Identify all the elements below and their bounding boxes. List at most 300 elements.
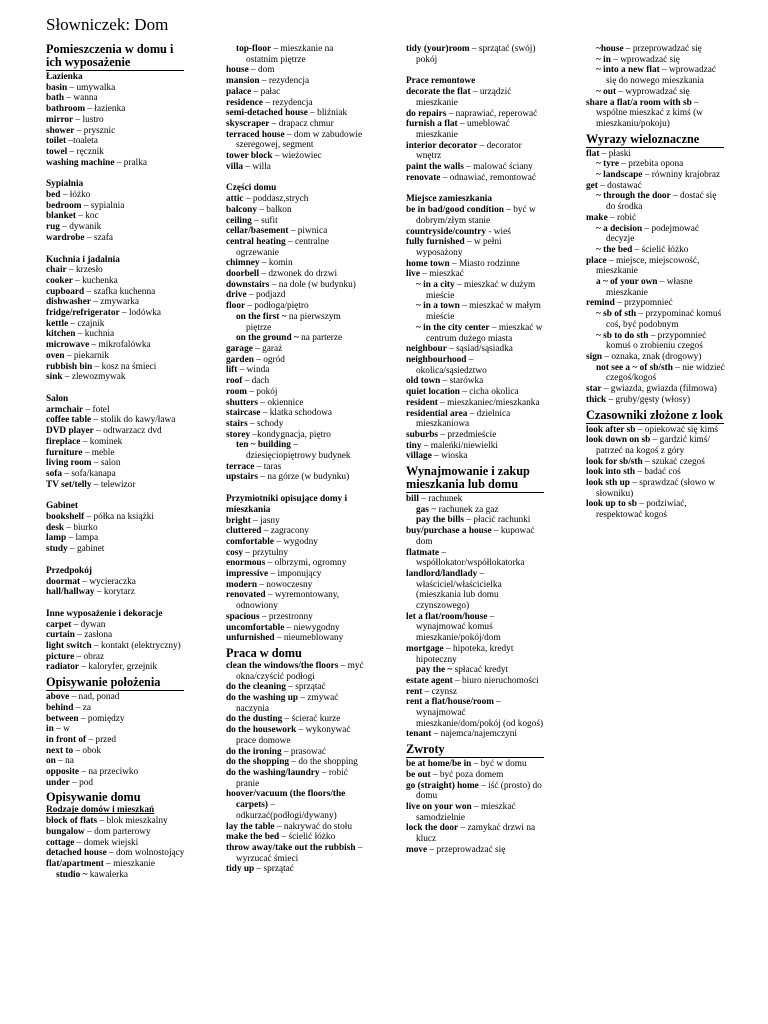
- vocab-definition: – półka na książki: [84, 512, 154, 523]
- vocab-definition: – wyremontowany, odnowiony: [236, 590, 340, 612]
- vocab-definition: – malować ściany: [463, 162, 533, 173]
- vocab-entry: [586, 213, 726, 224]
- vocab-definition: – szafa: [84, 232, 113, 243]
- vocab-entry: [226, 312, 366, 333]
- vocab-definition: – kominek: [80, 436, 123, 447]
- vocab-definition: – właściciel/właścicielka (mieszkania lub domu czynszowego): [416, 568, 502, 612]
- vocab-entry: [586, 55, 726, 66]
- vocab-definition: ~ rachunek za gaz: [428, 504, 499, 515]
- vocab-definition: – gruby/gęsty (włosy): [606, 394, 691, 405]
- vocab-definition: – centralne ogrzewanie: [236, 236, 330, 258]
- vocab-definition: – prysznic: [74, 125, 116, 136]
- vocab-definition: – pod: [69, 777, 94, 788]
- vocab-term: star: [586, 384, 602, 395]
- vocab-entry: [406, 162, 546, 173]
- vocab-definition: – odnawiać, remontować: [440, 172, 536, 183]
- vocab-entry: [226, 290, 366, 301]
- vocab-term: basin: [46, 82, 68, 93]
- vocab-term: curtain: [46, 630, 75, 641]
- vocab-entry: [226, 472, 366, 483]
- vocab-term: bill: [406, 494, 419, 505]
- vocab-definition: – dom parterowy: [84, 826, 151, 837]
- vocab-term: dishwasher: [46, 297, 91, 308]
- vocab-entry: [46, 692, 186, 703]
- vocab-definition: – najemca/najemczyni: [431, 729, 518, 740]
- vocab-term: desk: [46, 522, 65, 533]
- vocab-term: toilet: [46, 136, 67, 147]
- vocab-definition: – nowoczesny: [257, 579, 313, 590]
- vocab-term: tenant: [406, 729, 432, 740]
- vocab-term: interior decorator: [406, 140, 478, 151]
- vocab-term: washing machine: [46, 157, 115, 168]
- vocab-entry: [46, 714, 186, 725]
- vocab-definition: –toaleta: [66, 136, 98, 147]
- vocab-term: hoover/vacuum (the floors/the carpets): [226, 789, 346, 811]
- vocab-term: on the first ~: [236, 311, 287, 322]
- vocab-entry: [586, 478, 726, 499]
- vocab-term: microwave: [46, 340, 90, 351]
- vocab-term: get: [586, 180, 598, 191]
- vocab-entry: [226, 725, 366, 746]
- vocab-term: ~ tyre: [596, 159, 619, 170]
- vocab-entry: [406, 729, 546, 740]
- subsection-heading: Salon: [46, 393, 69, 404]
- vocab-term: a ~ of your own: [596, 277, 658, 288]
- vocab-definition: – być poza domem: [430, 769, 504, 780]
- vocab-entry: [226, 344, 366, 355]
- vocab-entry: [226, 119, 366, 130]
- vocab-entry: [406, 823, 546, 844]
- vocab-term: picture: [46, 651, 75, 662]
- column-1: [46, 40, 186, 880]
- vocab-definition: – fotel: [83, 404, 110, 415]
- vocab-definition: – schody: [247, 418, 284, 429]
- vocab-definition: – stolik do kawy/ława: [91, 415, 176, 426]
- subsection-heading: Łazienka: [46, 72, 83, 82]
- vocab-term: ~ out: [596, 86, 617, 97]
- vocab-entry: [46, 126, 186, 137]
- vocab-term: light switch: [46, 641, 92, 652]
- column-3: [406, 44, 546, 856]
- vocab-term: rubbish bin: [46, 361, 93, 372]
- vocab-term: rent: [406, 686, 423, 697]
- vocab-definition: – przytulny: [243, 547, 288, 558]
- vocab-definition: – pałac: [251, 86, 281, 97]
- vocab-term: fireplace: [46, 436, 81, 447]
- vocab-definition: – ścielić łóżko: [632, 244, 689, 255]
- vocab-entry: [226, 398, 366, 409]
- vocab-entry: [586, 170, 726, 181]
- vocab-entry: [586, 224, 726, 245]
- vocab-entry: [586, 363, 726, 384]
- vocab-entry: [406, 398, 546, 409]
- vocab-entry: [46, 778, 186, 789]
- vocab-term: residence: [226, 97, 264, 108]
- vocab-entry: [586, 65, 726, 86]
- vocab-entry: [226, 419, 366, 430]
- vocab-term: sign: [586, 351, 603, 362]
- vocab-term: landlord/landlady: [406, 568, 478, 579]
- vocab-entry: [46, 662, 186, 673]
- vocab-entry: [406, 109, 546, 120]
- vocab-definition: – umywalka: [67, 82, 116, 93]
- vocab-definition: – opiekować się kimś: [635, 424, 719, 435]
- vocab-term: rug: [46, 222, 60, 233]
- vocab-entry: [226, 747, 366, 758]
- vocab-entry: [46, 329, 186, 340]
- vocab-term: oven: [46, 350, 65, 361]
- vocab-definition: – mieszkaniec/mieszkanka: [437, 397, 540, 408]
- vocab-term: ~ in a town: [416, 301, 460, 312]
- vocab-entry: [46, 372, 186, 383]
- vocab-definition: – rezydencja: [263, 97, 313, 108]
- vocab-definition: – dach: [242, 376, 270, 387]
- vocab-definition: – przeprowadzać się: [623, 44, 702, 54]
- vocab-term: detached house: [46, 848, 107, 859]
- vocab-entry: [46, 746, 186, 757]
- vocab-definition: – poddasz,strych: [243, 194, 309, 205]
- vocab-definition: – klatka schodowa: [260, 408, 332, 419]
- vocab-entry: [586, 191, 726, 212]
- vocab-term: cluttered: [226, 526, 262, 537]
- vocab-definition: – willa: [243, 161, 271, 172]
- vocab-term: do the cleaning: [226, 682, 286, 693]
- vocab-entry: [46, 233, 186, 244]
- vocab-term: ten ~ building: [236, 440, 291, 451]
- vocab-entry: [226, 768, 366, 789]
- vocab-entry: [46, 703, 186, 714]
- vocab-entry: [46, 351, 186, 362]
- vocab-entry: [46, 724, 186, 735]
- vocab-term: ~ through the door: [596, 191, 671, 202]
- vocab-definition: – przestronny: [259, 611, 313, 622]
- vocab-term: mortgage: [406, 643, 444, 654]
- vocab-term: balcony: [226, 204, 257, 215]
- vocab-entry: [226, 130, 366, 151]
- vocab-definition: – biuro nieruchomości: [452, 675, 539, 686]
- vocab-definition: – wynajmować mieszkanie/dom/pokój (od kogoś): [416, 697, 544, 729]
- column-2: [226, 44, 366, 875]
- vocab-entry: [46, 83, 186, 94]
- vocab-term: opposite: [46, 767, 80, 778]
- vocab-entry: [586, 256, 726, 277]
- vocab-definition: – przed: [86, 734, 117, 745]
- vocab-entry: [226, 387, 366, 398]
- vocab-term: place: [586, 255, 607, 266]
- vocab-term: neighbourhood: [406, 354, 467, 365]
- vocab-term: do the shopping: [226, 757, 290, 768]
- vocab-term: old town: [406, 376, 441, 387]
- vocab-definition: – odtwarzacz dvd: [93, 426, 162, 437]
- vocab-definition: – garaż: [252, 343, 283, 354]
- vocab-entry: [226, 516, 366, 527]
- vocab-definition: – robić: [607, 212, 637, 223]
- vocab-definition: – niewygodny: [284, 622, 340, 633]
- vocab-entry: [46, 104, 186, 115]
- vocab-definition: – decorator wnętrz: [416, 140, 522, 162]
- vocab-entry: [406, 44, 546, 65]
- vocab-entry: [226, 623, 366, 634]
- vocab-term: ~house: [596, 44, 624, 54]
- vocab-definition: – nieumeblowany: [274, 633, 344, 644]
- vocab-entry: [226, 537, 366, 548]
- vocab-entry: [406, 548, 546, 569]
- vocab-entry: [586, 395, 726, 406]
- vocab-term: neighbour: [406, 344, 447, 355]
- vocab-entry: [46, 827, 186, 838]
- vocab-term: garage: [226, 343, 253, 354]
- vocab-term: flat: [586, 148, 600, 159]
- vocab-definition: – gwiazda, gwiazda (filmowa): [601, 384, 717, 395]
- vocab-definition: – taras: [254, 461, 282, 472]
- vocab-term: lock the door: [406, 823, 459, 834]
- vocab-definition: – ręcznik: [67, 146, 104, 157]
- section-heading: Wynajmowanie i zakup mieszkania lub domu: [406, 465, 544, 493]
- vocab-definition: – na górze (w budynku): [258, 472, 350, 483]
- vocab-entry: [46, 276, 186, 287]
- vocab-term: clean the windows/the floors: [226, 660, 339, 671]
- vocab-entry: [46, 190, 186, 201]
- vocab-term: carpet: [46, 619, 72, 630]
- vocab-definition: – wanna: [64, 93, 98, 104]
- vocab-entry: [226, 108, 366, 119]
- vocab-definition: – prasować: [281, 746, 327, 757]
- section-heading: Opisywanie położenia: [46, 676, 184, 691]
- vocab-entry: [226, 258, 366, 269]
- section-heading: Czasowniki złożone z look: [586, 407, 723, 422]
- vocab-term: buy/purchase a house: [406, 526, 492, 537]
- vocab-term: doorbell: [226, 269, 260, 280]
- vocab-definition: – wspólne mieszkać z kimś (w mieszkaniu/pokoju): [596, 97, 703, 129]
- vocab-entry: [226, 65, 366, 76]
- vocab-definition: – kuchenka: [72, 275, 118, 286]
- vocab-term: ceiling: [226, 215, 252, 226]
- vocab-term: bookshelf: [46, 512, 85, 523]
- vocab-term: sink: [46, 372, 63, 383]
- vocab-definition: – mieszkanie: [103, 859, 155, 869]
- vocab-term: unfurnished: [226, 633, 275, 644]
- vocab-entry: [406, 441, 546, 452]
- vocab-term: flatmate: [406, 547, 440, 558]
- vocab-entry: [46, 426, 186, 437]
- vocab-definition: – na przeciwko: [79, 767, 139, 778]
- vocab-entry: [226, 194, 366, 205]
- vocab-entry: [226, 237, 366, 258]
- vocab-definition: – przeprowadzać się: [427, 844, 506, 855]
- vocab-entry: [226, 376, 366, 387]
- vocab-term: impressive: [226, 569, 269, 580]
- vocab-term: look down on sb: [586, 435, 651, 446]
- vocab-definition: – być w dobrym/złym stanie: [416, 205, 536, 226]
- vocab-entry: [406, 119, 546, 140]
- vocab-term: spacious: [226, 611, 260, 622]
- vocab-term: kettle: [46, 318, 69, 329]
- vocab-definition: – dom wolnostojący: [106, 848, 185, 859]
- vocab-term: DVD player: [46, 426, 94, 437]
- vocab-term: living room: [46, 458, 92, 469]
- vocab-definition: – wieżowiec: [272, 151, 322, 162]
- vocab-term: attic: [226, 194, 244, 205]
- vocab-term: uncomfortable: [226, 622, 285, 633]
- vocab-entry: [586, 245, 726, 256]
- vocab-entry: [226, 430, 366, 441]
- vocab-definition: – nad, ponad: [69, 692, 120, 703]
- vocab-definition: – sąsiad/sąsiadka: [446, 344, 513, 355]
- vocab-definition: – szafka kuchenna: [84, 286, 156, 297]
- vocab-definition: – mieszkać samodzielnie: [416, 802, 516, 823]
- vocab-definition: – dzielnica mieszkaniowa: [416, 408, 511, 430]
- vocab-term: villa: [226, 161, 244, 172]
- vocab-term: tidy (your)room: [406, 44, 470, 54]
- vocab-definition: – mieszkać w dużym mieście: [426, 280, 536, 301]
- vocab-entry: [226, 440, 366, 461]
- vocab-term: do the dusting: [226, 714, 283, 725]
- section-heading: Wyrazy wieloznaczne: [586, 133, 724, 148]
- vocab-definition: – sprzątać (swój) pokój: [416, 44, 536, 65]
- vocab-entry: [406, 430, 546, 441]
- vocab-term: do the ironing: [226, 746, 282, 757]
- vocab-term: on: [46, 756, 56, 767]
- vocab-term: do repairs: [406, 108, 447, 119]
- vocab-term: rent a flat/house/room: [406, 697, 494, 708]
- vocab-definition: – krzesło: [66, 265, 103, 276]
- vocab-definition: – zamykać drzwi na klucz: [416, 823, 536, 845]
- vocab-entry: [46, 448, 186, 459]
- vocab-term: coffee table: [46, 415, 92, 426]
- vocab-entry: [46, 437, 186, 448]
- vocab-term: look up to sb: [586, 499, 637, 510]
- vocab-definition: – piwnica: [288, 226, 328, 237]
- vocab-definition: – olbrzymi, ogromny: [265, 558, 347, 569]
- vocab-definition: – ścielić łóżko: [279, 832, 336, 843]
- vocab-definition: – kosz na śmieci: [92, 361, 157, 372]
- vocab-entry: [406, 280, 546, 301]
- vocab-term: furniture: [46, 447, 83, 458]
- vocab-definition: – przypominać komuś coś, być podobnym: [606, 309, 722, 330]
- vocab-entry: [406, 451, 546, 462]
- vocab-definition: – dostać się do środka: [606, 191, 717, 213]
- vocab-term: shutters: [226, 397, 259, 408]
- vocab-term: ~ in: [596, 54, 611, 65]
- vocab-term: make: [586, 212, 608, 223]
- vocab-entry: [226, 682, 366, 693]
- vocab-entry: [586, 457, 726, 468]
- vocab-definition: – umeblować mieszkanie: [416, 119, 510, 140]
- subsection-heading: Sypialnia: [46, 179, 84, 190]
- vocab-term: village: [406, 451, 432, 462]
- vocab-entry: [226, 661, 366, 682]
- vocab-entry: [586, 149, 726, 160]
- vocab-entry: [46, 458, 186, 469]
- vocab-definition: – naprawiać, reperować: [446, 108, 538, 119]
- subsection-heading: Części domu: [226, 183, 277, 194]
- vocab-definition: – płaski: [599, 148, 631, 159]
- vocab-definition: – łóżko: [60, 190, 91, 201]
- vocab-definition: – imponujący: [268, 569, 322, 580]
- vocab-term: let a flat/room/house: [406, 611, 488, 622]
- vocab-entry: [226, 226, 366, 237]
- vocab-entry: [46, 415, 186, 426]
- vocab-definition: – wynajmować komuś mieszkanie/pokój/dom: [416, 611, 501, 644]
- vocab-term: bed: [46, 190, 61, 201]
- vocab-term: go (straight) home: [406, 780, 479, 791]
- vocab-entry: [586, 298, 726, 309]
- vocab-term: look for sb/sth: [586, 456, 643, 467]
- vocab-entry: [46, 319, 186, 330]
- vocab-term: do the washing/laundry: [226, 768, 320, 778]
- vocab-term: countryside/country: [406, 226, 487, 237]
- vocab-entry: [46, 147, 186, 158]
- vocab-definition: – korytarz: [94, 587, 135, 598]
- vocab-definition: – dostawać: [597, 180, 642, 191]
- vocab-definition: - wieś: [486, 226, 511, 237]
- vocab-definition: – współlokator/współlokatorka: [416, 547, 525, 569]
- vocab-term: residential area: [406, 408, 468, 419]
- vocab-entry: [586, 467, 726, 478]
- vocab-entry: [406, 697, 546, 729]
- vocab-term: quiet location: [406, 387, 460, 398]
- vocab-term: hall/hallway: [46, 587, 95, 598]
- vocab-entry: [226, 633, 366, 644]
- vocab-definition: – odkurzać(podłogi/dywany): [236, 800, 337, 821]
- vocab-entry: [46, 641, 186, 652]
- vocab-entry: [406, 845, 546, 856]
- vocab-entry: [46, 265, 186, 276]
- vocab-definition: – pralka: [114, 157, 147, 168]
- vocab-term: towel: [46, 146, 68, 157]
- vocab-term: lift: [226, 365, 238, 376]
- vocab-term: lamp: [46, 533, 67, 544]
- vocab-definition: – robić pranie: [236, 768, 348, 789]
- vocab-entry: [46, 767, 186, 778]
- vocab-definition: – oznaka, znak (drogowy): [602, 351, 702, 362]
- vocab-term: house: [226, 65, 249, 76]
- vocab-entry: [406, 612, 546, 644]
- vocab-term: decorate the flat: [406, 87, 471, 98]
- vocab-entry: [406, 494, 546, 505]
- vocab-term: chair: [46, 265, 67, 276]
- vocab-definition: – podejmować decyzje: [606, 223, 699, 245]
- vocab-term: do the housework: [226, 725, 297, 736]
- vocab-term: comfortable: [226, 536, 275, 547]
- vocab-definition: – dom: [248, 65, 275, 76]
- vocab-definition: – domek wiejski: [74, 837, 139, 848]
- vocab-entry: [226, 355, 366, 366]
- vocab-definition: – jasny: [250, 515, 280, 526]
- vocab-term: doormat: [46, 576, 81, 587]
- vocab-definition: – równiny krajobraz: [642, 170, 721, 181]
- vocab-definition: – nie widzieć czegoś/kogoś: [606, 362, 725, 384]
- vocab-term: upstairs: [226, 472, 259, 483]
- vocab-term: modern: [226, 579, 257, 590]
- vocab-term: drive: [226, 290, 247, 301]
- vocab-entry: [46, 297, 186, 308]
- vocab-term: mansion: [226, 76, 260, 87]
- vocab-definition: – płacić rachunki: [464, 515, 531, 526]
- vocab-definition: – mieszkać: [419, 269, 464, 280]
- vocab-entry: [46, 870, 186, 881]
- column-4: [586, 44, 726, 521]
- vocab-term: do the washing up: [226, 693, 299, 704]
- vocab-definition: kawalerka: [87, 869, 128, 880]
- vocab-entry: [226, 590, 366, 611]
- vocab-entry: [46, 630, 186, 641]
- vocab-entry: [46, 544, 186, 555]
- vocab-entry: [226, 558, 366, 569]
- vocab-entry: [406, 344, 546, 355]
- vocab-term: blanket: [46, 211, 76, 222]
- vocab-term: ~ sb to do sth: [596, 330, 649, 341]
